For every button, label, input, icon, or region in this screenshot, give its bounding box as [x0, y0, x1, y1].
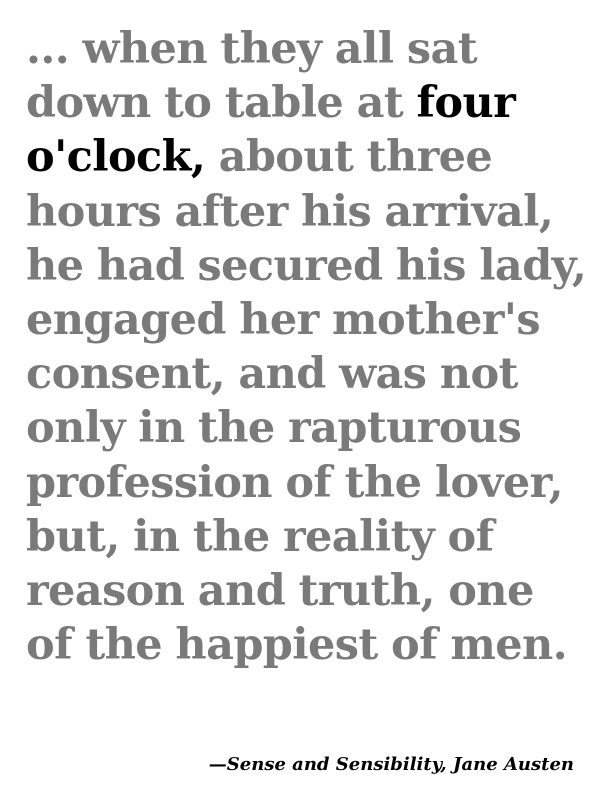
quote-segment: ... when they all sat [26, 24, 478, 74]
quote-segment: engaged her mother's [26, 295, 540, 346]
quote-segment: profession of the lover, [26, 457, 563, 508]
quote-line [26, 293, 586, 347]
quote-line [26, 510, 586, 564]
quote-line [26, 22, 586, 76]
quote-segment: down to table at [26, 78, 417, 129]
quote-highlight: four [416, 78, 516, 129]
quote-text [26, 22, 586, 672]
quote-line [26, 76, 586, 130]
quote-segment: of the happiest of men. [26, 620, 568, 671]
quote-line [26, 564, 586, 618]
quote-segment: hours after his arrival, [26, 186, 554, 237]
quote-line [26, 239, 586, 293]
quote-line [26, 347, 586, 401]
quote-segment: but, in the reality of [26, 511, 494, 562]
quote-segment: only in the rapturous [26, 403, 522, 454]
quote-highlight: o'clock, [26, 132, 206, 183]
quote-line [26, 130, 586, 184]
quote-segment: about three [205, 132, 493, 183]
quote-line [26, 456, 586, 510]
quote-segment: consent, and was not [26, 349, 518, 400]
quote-segment: he had secured his lady, [26, 240, 587, 291]
quote-attribution: —Sense and Sensibility, Jane Austen [208, 754, 574, 775]
quote-line [26, 185, 586, 239]
quote-segment: reason and truth, one [26, 566, 534, 617]
quote-line [26, 401, 586, 455]
quote-line [26, 618, 586, 672]
